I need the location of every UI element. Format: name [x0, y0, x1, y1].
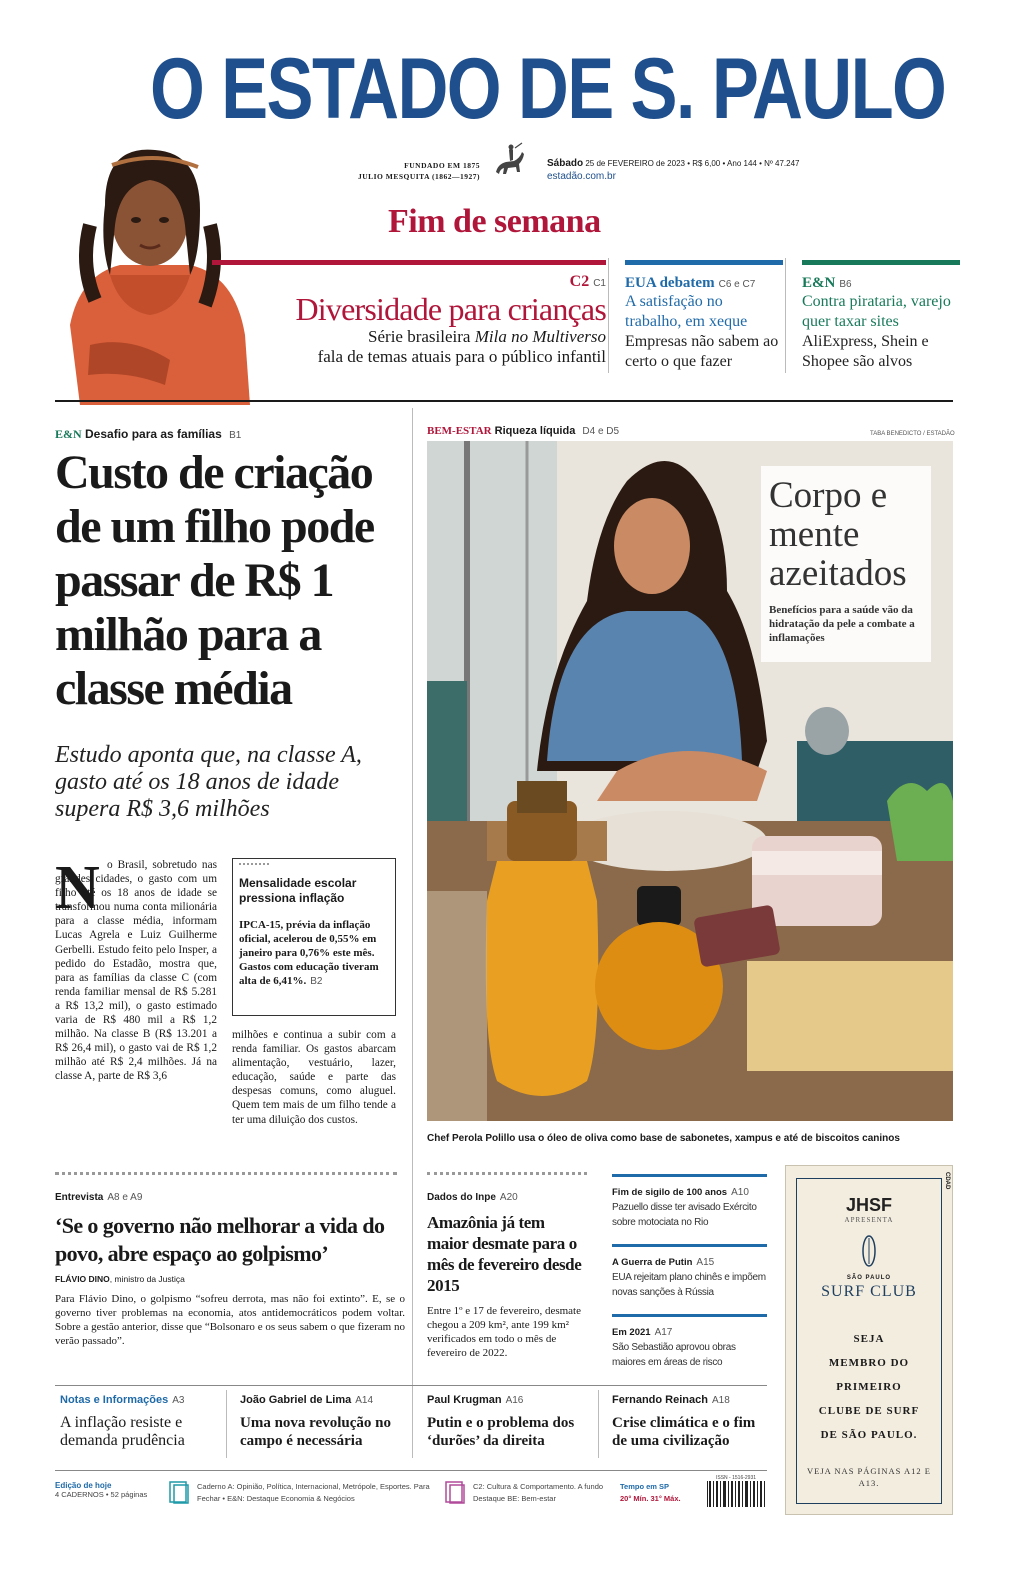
bem-estar-overlay: [761, 466, 931, 662]
amazon-page: A20: [499, 1192, 518, 1203]
bem-estar-section: BEM-ESTAR: [427, 425, 492, 437]
main-body-col-1: [55, 854, 217, 1084]
main-kicker: [55, 427, 241, 442]
c2-ref: C2: [569, 273, 590, 290]
weather-label: Tempo em SP: [620, 1482, 670, 1491]
column-kicker: Fernando Reinach: [612, 1394, 708, 1406]
column-kicker: Notas e Informações: [60, 1394, 169, 1406]
brief-kicker: A Guerra de Putin: [612, 1257, 693, 1268]
sidebar-title: Mensalidade escolar pressiona inflação: [239, 876, 357, 905]
eua-color-bar: [625, 260, 783, 265]
barcode-icon: [705, 1481, 767, 1511]
ad-cta: SEJA MEMBRO DO PRIMEIRO CLUBE DE SURF DE SÃO PAULO.: [818, 1333, 920, 1441]
issn: ISSN - 1516-2931: [715, 1475, 757, 1481]
brief-kicker: Fim de sigilo de 100 anos: [612, 1187, 728, 1198]
caderno-c2-icon: [443, 1479, 467, 1505]
column-kicker: João Gabriel de Lima: [240, 1394, 352, 1406]
edition-label: Edição de hoje: [55, 1481, 112, 1490]
briefs-column: [612, 1174, 767, 1384]
column-krugman[interactable]: Paul Krugman A16 Putin e o problema dos ‘durões’ da direita: [427, 1390, 585, 1450]
brief-text: EUA rejeitam plano chinês e impõem novas sanções à Rússia: [612, 1272, 766, 1298]
column-title: Crise climática e o fim de uma civilização: [612, 1415, 756, 1449]
barcode: [705, 1475, 767, 1513]
en-page: B6: [839, 279, 852, 290]
ad-frame: [796, 1178, 942, 1504]
column-reinach[interactable]: Fernando Reinach A18 Crise climática e o fim de uma civilização: [612, 1390, 770, 1450]
teaser-c2[interactable]: [212, 260, 606, 367]
main-kicker-text: Desafio para as famílias: [85, 427, 222, 441]
weather-temps: 20° Mín. 31° Máx.: [620, 1494, 681, 1503]
main-deck: Estudo aponta que, na classe A, gasto até os 18 anos de idade supera R$ 3,6 milhões: [55, 742, 362, 822]
amazon-story[interactable]: [427, 1192, 585, 1360]
section-divider: [55, 400, 953, 402]
overlay-subtitle: Benefícios para a saúde vão da hidratação da pele a combate a inflamações: [769, 604, 915, 644]
columns-divider: [55, 1385, 767, 1386]
dotted-divider-1: [55, 1172, 397, 1176]
edition-info: [547, 157, 799, 183]
founded-info: [330, 160, 480, 182]
interview-headline: ‘Se o governo não melhorar a vida do povo, abre espaço ao golpismo’: [55, 1213, 385, 1266]
jhsf-surf-club-ad[interactable]: [785, 1165, 953, 1515]
interview-body: Para Flávio Dino, o golpismo “sofreu derrota, mas não foi extinto”. E, se o governo tiver problemas na economia, atos antidemocráticos podem voltar. Sobre a gestão anterior, disse que “Bolsonaro e os seus sabem o que fizeram no verão passado”.: [55, 1293, 405, 1347]
edition-text: 4 CADERNOS • 52 páginas: [55, 1490, 148, 1499]
footer-divider: [55, 1470, 767, 1471]
photo-caption: Chef Perola Polillo usa o óleo de oliva como base de sabonetes, xampus e até de biscoitos caninos: [427, 1133, 900, 1144]
main-kicker-page: B1: [229, 430, 242, 441]
interview-credit: FLÁVIO DINO, ministro da Justiça: [55, 1274, 185, 1284]
col-sep: [598, 1390, 599, 1458]
interview-story[interactable]: [55, 1192, 405, 1348]
column-joao-gabriel[interactable]: João Gabriel de Lima A14 Uma nova revolução no campo é necessária: [240, 1390, 398, 1450]
column-title: Uma nova revolução no campo é necessária: [240, 1415, 391, 1449]
ad-presents: APRESENTA: [844, 1216, 894, 1224]
overlay-title: Corpo e mente azeitados: [769, 475, 907, 594]
interview-kicker: Entrevista: [55, 1192, 104, 1203]
teaser-divider-2: [785, 258, 786, 373]
footer: [55, 1475, 767, 1515]
masthead-title: O ESTADO DE S. PAULO: [150, 41, 946, 137]
sidebar-dots: [239, 863, 269, 866]
date-info: 25 de FEVEREIRO de 2023 • R$ 6,00 • Ano 144 • Nº 47.247: [585, 159, 800, 168]
column-title: A inflação resiste e demanda prudência: [60, 1414, 185, 1449]
brief-item[interactable]: A Guerra de Putin A15 EUA rejeitam plano chinês e impõem novas sanções à Rússia: [612, 1244, 767, 1300]
edition-summary: [55, 1481, 159, 1499]
en-color-bar: [802, 260, 960, 265]
bem-estar-page: D4 e D5: [582, 426, 620, 437]
ad-footer: VEJA NAS PÁGINAS A12 E A13.: [806, 1466, 931, 1488]
col-sep: [226, 1390, 227, 1458]
amazon-kicker: Dados do Inpe: [427, 1192, 496, 1203]
teaser-divider-1: [608, 258, 609, 373]
brief-item[interactable]: Em 2021 A17 São Sebastião aprovou obras maiores em áreas de risco: [612, 1314, 767, 1370]
column-divider: [412, 408, 413, 1458]
ad-club: SURF CLUB: [821, 1283, 917, 1300]
main-kicker-section: E&N: [55, 427, 82, 441]
eua-headline: A satisfação no trabalho, em xeque: [625, 293, 748, 330]
weekend-title: Fim de semana: [388, 203, 601, 240]
teaser-eua[interactable]: [625, 260, 783, 372]
bem-estar-text: Riqueza líquida: [494, 425, 576, 437]
en-subtitle: AliExpress, Shein e Shopee são alvos: [802, 333, 929, 370]
c2-subtitle: Série brasileira Mila no Multiverso fala de temas atuais para o público infantil: [317, 327, 606, 366]
teaser-en[interactable]: [802, 260, 960, 372]
amazon-headline: Amazônia já tem maior desmate para o mês de fevereiro desde 2015: [427, 1213, 582, 1295]
site-link[interactable]: estadão.com.br: [547, 171, 616, 182]
main-dropcap: N: [55, 854, 100, 922]
eua-subtitle: Empresas não sabem ao certo o que fazer: [625, 333, 779, 370]
amazon-body: Entre 1º e 17 de fevereiro, desmate chegou a 209 km², ante 199 km² verificados em todo o mês de fevereiro de 2022.: [427, 1305, 581, 1359]
photo-credit: TABA BENEDICTO / ESTADÃO: [870, 431, 955, 437]
inflation-sidebar[interactable]: [232, 858, 396, 1016]
horseman-logo-icon: [486, 142, 532, 188]
main-headline[interactable]: Custo de criação de um filho pode passar de R$ 1 milhão para a classe média: [55, 446, 374, 715]
ad-tag: CDAD: [944, 1172, 950, 1190]
en-headline: Contra pirataria, varejo quer taxar sites: [802, 293, 951, 330]
main-body-text-1: o Brasil, sobretudo nas grandes cidades, o gasto com um filho até os 18 anos de idade se transformou numa conta milionária para a classe média, informam Lucas Agrela e Luiz Guilherme Gerbelli. Estudo feito pelo Insper, a pedido do Estadão, mostra que, para as famílias da classe C (com renda familiar mensal de R$ 5.281 a R$ 13,2 mil), o gasto estimado varia de R$ 480 mil a R$ 1,2 milhão. Na classe B (R$ 13.201 a R$ 26,4 mil), o gasto vai de R$ 1,2 milhão até R$ 2,4 milhões. Já na classe A, parte de R$ 3,6: [55, 859, 217, 1083]
bem-estar-kicker: [427, 425, 619, 437]
caderno-a-text: Caderno A: Opinião, Política, Internacional, Metrópole, Esportes. Para Fechar • E&N: Destaque Economia & Negócios: [197, 1482, 430, 1503]
eua-page: C6 e C7: [718, 279, 756, 290]
date-day: Sábado: [547, 158, 584, 169]
brief-text: Pazuello disse ter avisado Exército sobre motociata no Rio: [612, 1202, 757, 1228]
dotted-divider-2: [427, 1172, 587, 1176]
brief-item[interactable]: Fim de sigilo de 100 anos A10 Pazuello disse ter avisado Exército sobre motociata no Rio: [612, 1174, 767, 1230]
c2-color-bar: [212, 260, 606, 265]
eua-kicker: EUA debatem: [625, 275, 715, 291]
c2-title: Diversidade para crianças: [295, 291, 606, 327]
column-notas[interactable]: Notas e Informações A3 A inflação resiste e demanda prudência: [60, 1390, 218, 1450]
column-kicker: Paul Krugman: [427, 1394, 502, 1406]
ad-city: SÃO PAULO: [846, 1275, 892, 1281]
interview-page: A8 e A9: [107, 1192, 143, 1203]
caderno-c2-text: C2: Cultura & Comportamento. A fundo Destaque BE: Bem-estar: [473, 1482, 604, 1503]
column-title: Putin e o problema dos ‘durões’ da direita: [427, 1415, 575, 1449]
weather: [620, 1481, 690, 1505]
surfboard-icon: [859, 1234, 879, 1268]
founded-line-2: JULIO MESQUITA (1862—1927): [357, 172, 480, 181]
brief-kicker: Em 2021: [612, 1327, 651, 1338]
main-body-col-2: milhões e continua a subir com a renda familiar. Os gastos abarcam alimentação, vestuário, lazer, educação, saúde e parte das despesas comuns, como aluguel. Quem tem mais de um filho tende a ter uma diluição dos custos.: [232, 1029, 396, 1126]
founded-line-1: FUNDADO EM 1875: [404, 161, 480, 170]
sidebar-text: IPCA-15, prévia da inflação oficial, acelerou de 0,55% em janeiro para 0,76% este mês. Gastos com educação tiveram alta de 6,41%. B2: [239, 919, 379, 987]
en-kicker: E&N: [802, 275, 836, 291]
brief-text: São Sebastião aprovou obras maiores em áreas de risco: [612, 1342, 736, 1368]
caderno-a-icon: [167, 1479, 191, 1505]
c2-page: C1: [593, 278, 606, 289]
ad-brand: JHSF: [845, 1195, 892, 1215]
